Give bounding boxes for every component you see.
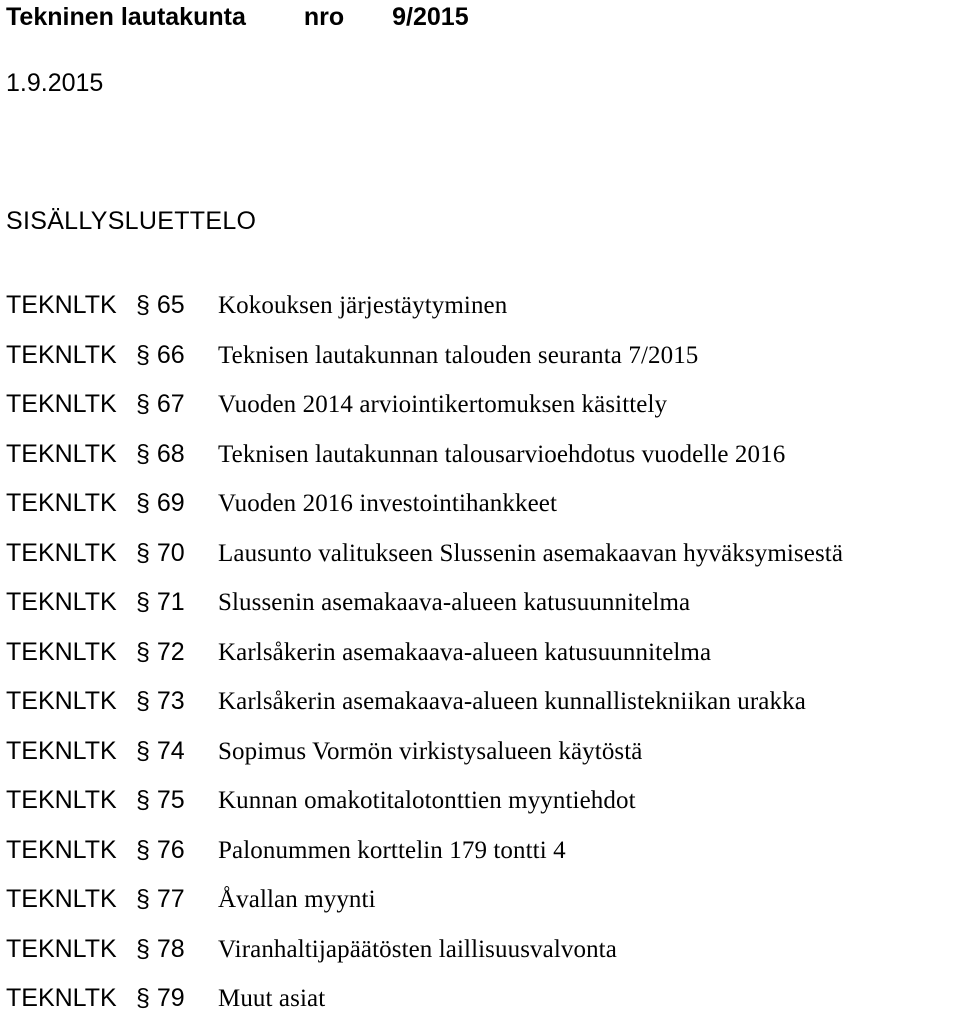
toc-item-paragraph: § 66 xyxy=(136,340,185,369)
table-of-contents xyxy=(6,287,956,1030)
toc-item xyxy=(6,683,956,733)
toc-item-prefix: TEKNLTK xyxy=(6,885,117,913)
toc-item-paragraph: § 79 xyxy=(136,984,185,1012)
toc-item-title: Vuoden 2016 investointihankkeet xyxy=(218,490,558,517)
toc-item-paragraph: § 72 xyxy=(136,637,185,666)
toc-item-title: Viranhaltijapäätösten laillisuusvalvonta xyxy=(218,935,617,963)
toc-item-paragraph: § 74 xyxy=(136,736,185,765)
toc-item-prefix: TEKNLTK xyxy=(6,786,117,814)
toc-item xyxy=(6,881,956,931)
toc-item xyxy=(6,584,956,634)
toc-item-title: Åvallan myynti xyxy=(218,886,376,913)
toc-item xyxy=(6,733,956,783)
toc-item-title: Sopimus Vormön virkistysalueen käytöstä xyxy=(218,737,643,765)
toc-item-title: Muut asiat xyxy=(218,985,326,1012)
meeting-number: 9/2015 xyxy=(392,3,469,31)
toc-item-prefix: TEKNLTK xyxy=(6,588,117,616)
toc-item-prefix: TEKNLTK xyxy=(6,340,117,369)
toc-item-paragraph: § 73 xyxy=(136,687,185,715)
toc-item-prefix: TEKNLTK xyxy=(6,489,117,517)
toc-item xyxy=(6,980,956,1030)
toc-item-paragraph: § 78 xyxy=(136,934,185,963)
toc-item xyxy=(6,287,956,337)
toc-item-title: Palonummen korttelin 179 tontti 4 xyxy=(218,836,566,864)
toc-item-prefix: TEKNLTK xyxy=(6,984,117,1012)
toc-item-paragraph: § 69 xyxy=(136,489,185,517)
toc-item xyxy=(6,337,956,387)
toc-item-prefix: TEKNLTK xyxy=(6,835,117,864)
toc-item-paragraph: § 68 xyxy=(136,439,185,468)
toc-item-title: Lausunto valitukseen Slussenin asemakaavan hyväksymisestä xyxy=(218,539,844,567)
toc-item xyxy=(6,436,956,486)
toc-item xyxy=(6,386,956,436)
committee-name: Tekninen lautakunta xyxy=(6,3,246,31)
toc-item-paragraph: § 75 xyxy=(136,786,185,814)
meeting-date: 1.9.2015 xyxy=(6,69,104,97)
toc-item-prefix: TEKNLTK xyxy=(6,736,117,765)
toc-item-prefix: TEKNLTK xyxy=(6,538,117,567)
toc-item-title: Slussenin asemakaava-alueen katusuunnitelma xyxy=(218,589,691,616)
toc-item-paragraph: § 65 xyxy=(136,291,185,319)
toc-item-prefix: TEKNLTK xyxy=(6,687,117,715)
document-header xyxy=(6,0,469,34)
toc-item xyxy=(6,832,956,882)
toc-item-title: Karlsåkerin asemakaava-alueen kunnallistekniikan urakka xyxy=(218,688,806,715)
toc-item-title: Kunnan omakotitalotonttien myyntiehdot xyxy=(218,787,636,814)
toc-item-prefix: TEKNLTK xyxy=(6,934,117,963)
toc-item-paragraph: § 76 xyxy=(136,835,185,864)
toc-item-title: Teknisen lautakunnan talousarvioehdotus vuodelle 2016 xyxy=(218,440,786,468)
toc-item xyxy=(6,782,956,832)
toc-item-title: Karlsåkerin asemakaava-alueen katusuunnitelma xyxy=(218,638,712,666)
toc-item-title: Kokouksen järjestäytyminen xyxy=(218,292,508,319)
toc-item-title: Vuoden 2014 arviointikertomuksen käsittely xyxy=(218,391,668,418)
toc-item xyxy=(6,485,956,535)
number-label: nro xyxy=(303,3,345,31)
toc-item-prefix: TEKNLTK xyxy=(6,439,117,468)
toc-item-paragraph: § 70 xyxy=(136,538,185,567)
toc-item-paragraph: § 77 xyxy=(136,885,185,913)
toc-item-paragraph: § 71 xyxy=(136,588,185,616)
toc-item-prefix: TEKNLTK xyxy=(6,390,117,418)
toc-item xyxy=(6,535,956,585)
toc-item xyxy=(6,634,956,684)
toc-item-paragraph: § 67 xyxy=(136,390,185,418)
toc-item-prefix: TEKNLTK xyxy=(6,637,117,666)
toc-item-title: Teknisen lautakunnan talouden seuranta 7/2015 xyxy=(218,341,699,369)
toc-item-prefix: TEKNLTK xyxy=(6,291,117,319)
toc-item xyxy=(6,931,956,981)
table-of-contents-title: SISÄLLYSLUETTELO xyxy=(6,207,257,235)
